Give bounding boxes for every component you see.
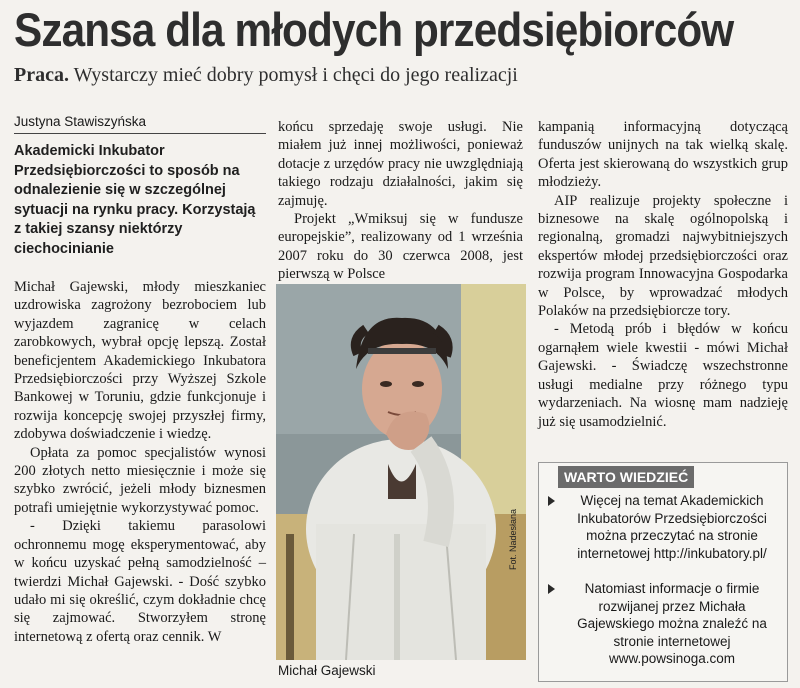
info-box-item-text: Natomiast informacje o firmie rozwijanej przez Michała Gajewskiego można znaleźć na stronie internetowej www.powsinoga.com [577,581,767,667]
article-column-3 [538,118,788,431]
paragraph: AIP realizuje projekty społeczne i biznesowe na skalę ogólnopolską i regionalną, gromadzi najwybitniejszych ekspertów młodej przedsiębiorczości oraz rozwija program Innowacyjna Gospodarka w Polsce, by wprowadzać młodych Polaków na przedsiębiorcze tory. [538,192,788,320]
paragraph: Projekt „Wmiksuj się w fundusze europejskie”, realizowany od 1 września 2007 roku do 30 czerwca 2008, jest pierwszą w Polsce [278,211,523,283]
paragraph: końcu sprzedaję swoje usługi. Nie miałem już innej możliwości, ponieważ dotacje z urzędów pracy nie uwzględniają takiego rodzaju działalności, jakim się zajmuję. [278,119,523,209]
subheadline [14,62,794,88]
paragraph: Opłata za pomoc specjalistów wynosi 200 złotych netto miesięcznie i może się szybko zwrócić, jeżeli młody biznesmen potrafi umiejętnie wykorzystywać pomoc. [14,444,266,516]
info-box-title: WARTO WIEDZIEĆ [558,466,694,488]
info-box-item [548,492,782,562]
headline: Szansa dla młodych przedsiębiorców [14,3,734,56]
subheadline-kicker: Praca. [14,64,69,86]
paragraph: kampanią informacyjną dotyczącą funduszów unijnych na tak wielką skalę. Oferta jest skierowaną do wszystkich grup młodzieży. [538,119,788,191]
subheadline-text: Wystarczy mieć dobry pomysł i chęci do jego realizacji [73,64,518,86]
article-column-1 [14,278,266,646]
lead-paragraph: Akademicki Inkubator Przedsiębiorczości to sposób na odnalezienie się w szczególnej sytuacji na rynku pracy. Korzystają z takiej szansy niektórzy ciechocinianie [14,143,256,257]
paragraph: - Metodą prób i błędów w końcu ogarnąłem wiele kwestii - mówi Michał Gajewski. - Świadczę wszechstronne usługi medialne przy różnego typu wydarzeniach. Na wiosnę mam nadzieję już się usamodzielnić. [538,321,788,430]
arrow-bullet-icon [548,496,555,506]
article-column-2 [278,118,523,284]
photo-caption: Michał Gajewski [278,663,376,678]
info-box-item [548,580,782,668]
portrait-illustration [276,284,526,660]
info-box-item-text: Więcej na temat Akademickich Inkubatorów Przedsiębiorczości można przeczytać na stronie internetowej http://inkubatory.pl/ [577,493,767,561]
arrow-bullet-icon [548,584,555,594]
paragraph: Michał Gajewski, młody mieszkaniec uzdrowiska zagrożony bezrobociem lub wyjazdem zagranicę w celach zarobkowych, wybrał opcję lepszą. Został beneficjentem Akademickiego Inkubatora Przedsiębiorczości przy Wyższej Szkole Bankowej w Toruniu, gdzie funkcjonuje i rozwija koncepcję swojej przyszłej firmy, zdobywa doświadczenie i wiedzę. [14,279,266,443]
portrait-photo [276,284,526,660]
photo-credit: Fot. Nadesłana [508,508,518,570]
paragraph: - Dzięki takiemu parasolowi ochronnemu mogę eksperymentować, aby w końcu uzyskać pełną samodzielność – twierdzi Michał Gajewski. - Dość szybko udało mi się określić, czym dokładnie chcę się zajmować. Stworzyłem stronę internetową z ofertą oraz cennik. W [14,518,266,645]
author-byline: Justyna Stawiszyńska [14,113,266,134]
